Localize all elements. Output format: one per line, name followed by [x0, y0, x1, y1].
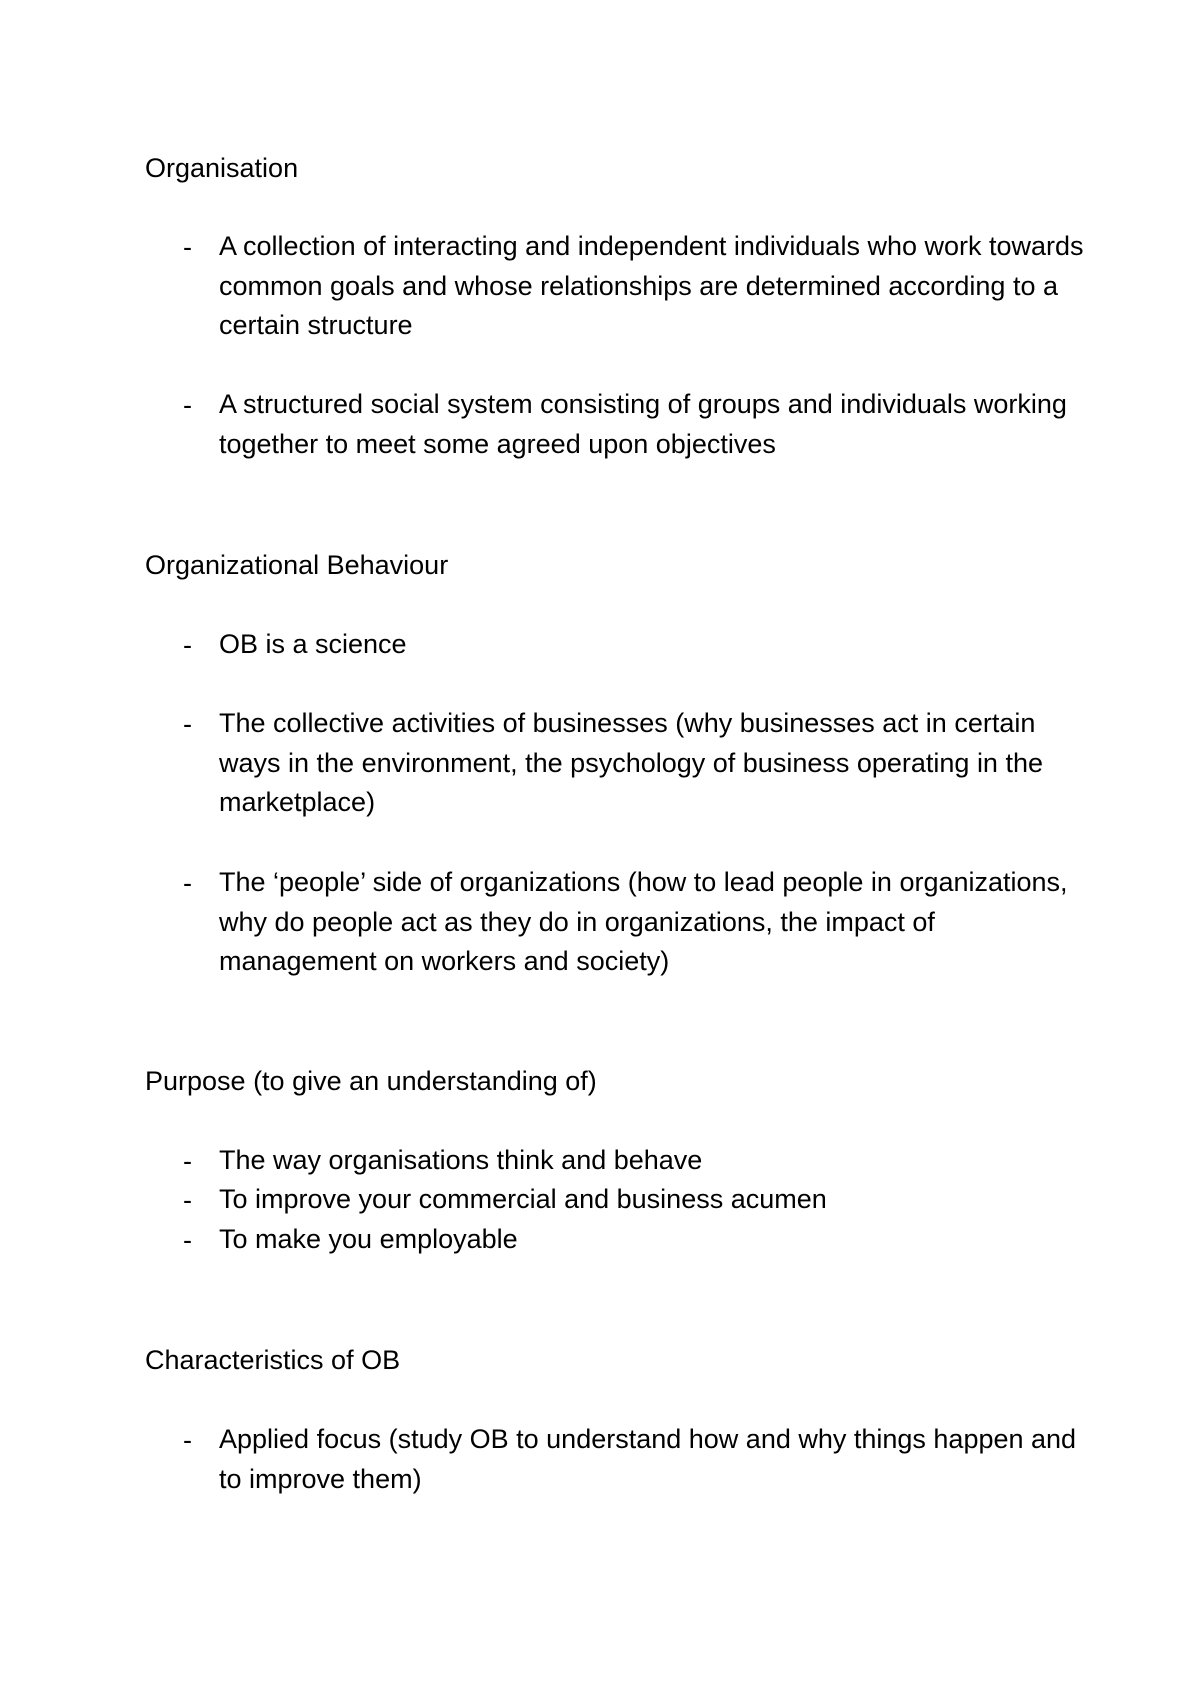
bullet-dash: -	[183, 232, 192, 262]
bullet-dash: -	[183, 868, 192, 898]
list-item: A collection of interacting and independent individuals who work towards common goals and whose relationships are determined according to a certain structure	[219, 231, 1084, 340]
list-item: To make you employable	[219, 1224, 518, 1254]
section-heading-organisation: Organisation	[145, 153, 299, 183]
section-heading-purpose: Purpose (to give an understanding of)	[145, 1066, 597, 1096]
list-item: The collective activities of businesses (why businesses act in certain ways in the environment, the psychology of business operating in the marketplace)	[219, 708, 1043, 817]
bullet-dash: -	[183, 1146, 192, 1176]
bullet-dash: -	[183, 1185, 192, 1215]
list-item: The ‘people’ side of organizations (how to lead people in organizations, why do people act as they do in organizations, the impact of management on workers and society)	[219, 867, 1068, 976]
section-heading-organizational-behaviour: Organizational Behaviour	[145, 550, 449, 580]
bullet-dash: -	[183, 1425, 192, 1455]
section-heading-characteristics: Characteristics of OB	[145, 1345, 401, 1375]
list-item: Applied focus (study OB to understand how and why things happen and to improve them)	[219, 1424, 1077, 1494]
list-item: OB is a science	[219, 629, 407, 659]
bullet-dash: -	[183, 709, 192, 739]
bullet-dash: -	[183, 1225, 192, 1255]
bullet-dash: -	[183, 390, 192, 420]
bullet-dash: -	[183, 630, 192, 660]
list-item: The way organisations think and behave	[219, 1145, 703, 1175]
list-item: A structured social system consisting of groups and individuals working together to meet some agreed upon objectives	[219, 389, 1067, 459]
list-item: To improve your commercial and business acumen	[219, 1184, 827, 1214]
